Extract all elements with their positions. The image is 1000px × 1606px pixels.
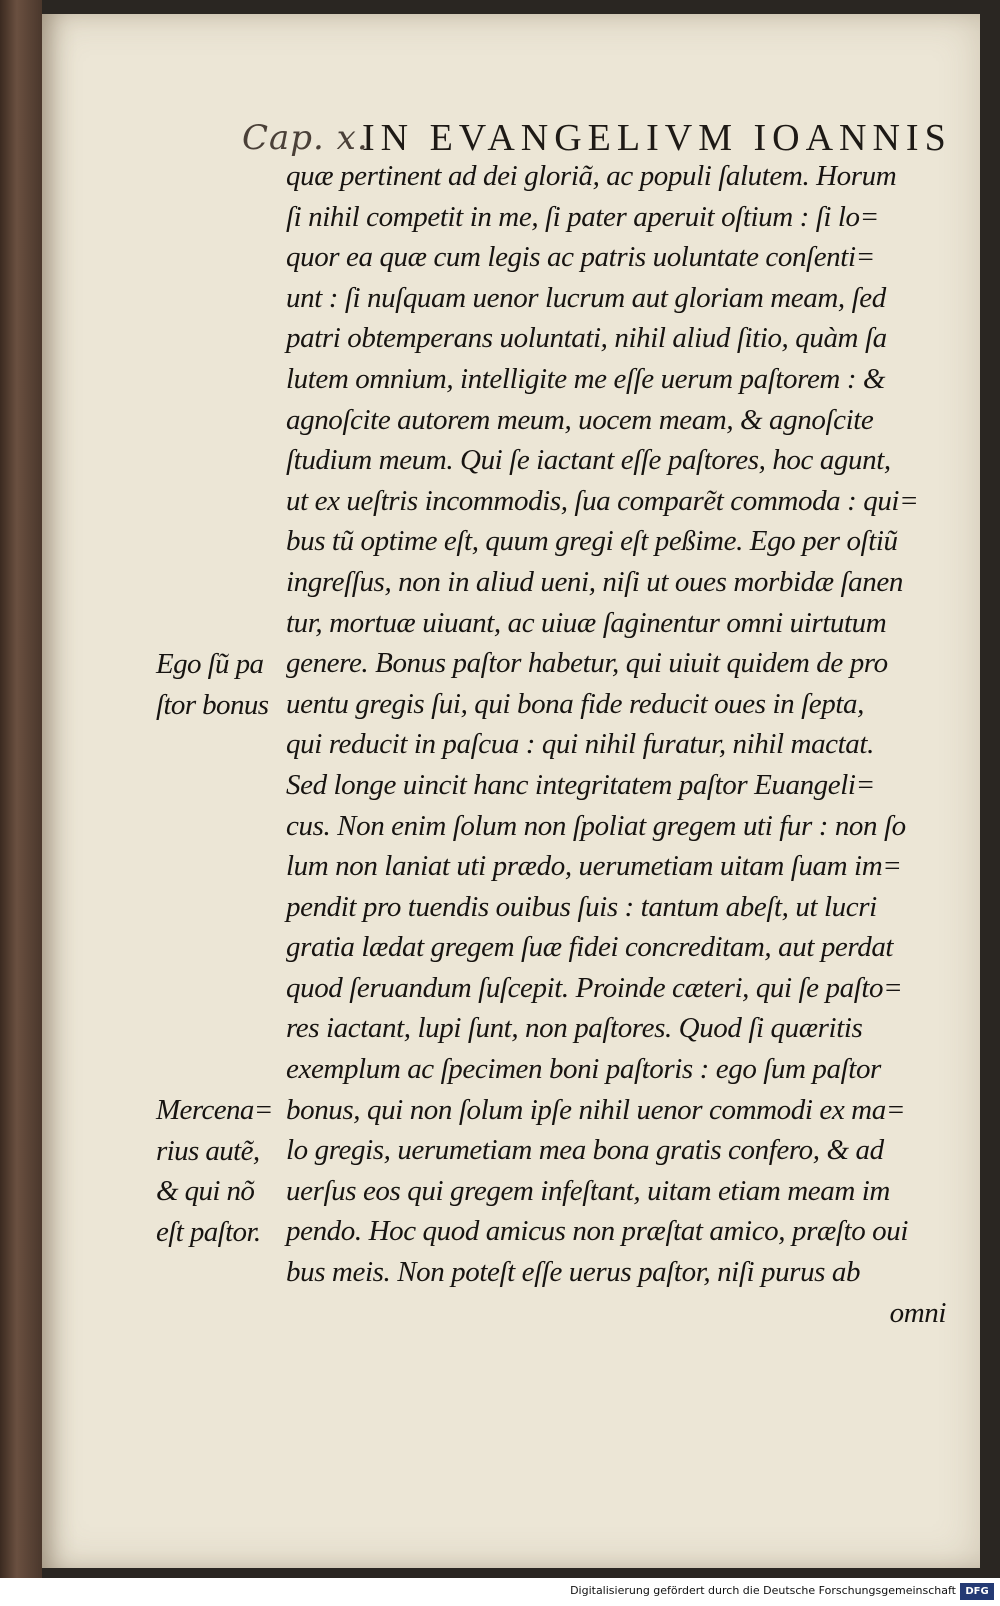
text-line: quod ſeruandum ſuſcepit. Proinde cæteri, qui ſe paſto= <box>286 971 903 1004</box>
text-line: ingreſſus, non in aliud ueni, niſi ut oues morbidæ ſanen <box>286 565 903 598</box>
running-title: IN EVANGELIVM IOANNIS <box>362 117 952 159</box>
text-line: quæ pertinent ad dei gloriã, ac populi ſalutem. Horum <box>286 160 897 192</box>
text-line: uerſus eos qui gregem infeſtant, uitam etiam meam im <box>286 1174 890 1207</box>
margin-note-line: eſt paſtor. <box>156 1215 261 1248</box>
text-line: patri obtemperans uoluntati, nihil aliud ſitio, quàm ſa <box>286 322 887 355</box>
margin-note-line: ſtor bonus <box>156 688 269 721</box>
text-line: quor ea quæ cum legis ac patris uoluntate conſenti= <box>286 241 875 274</box>
text-line: lutem omnium, intelligite me eſſe uerum paſtorem : & <box>286 362 886 395</box>
text-line: qui reducit in paſcua : qui nihil furatur, nihil mactat. <box>286 728 874 761</box>
catchword: omni <box>889 1296 946 1329</box>
text-line: pendo. Hoc quod amicus non præſtat amico, præſto oui <box>286 1215 909 1248</box>
text-line: gratia lædat gregem ſuæ fidei concreditam, aut perdat <box>286 931 894 964</box>
text-line: bonus, qui non ſolum ipſe nihil uenor commodi ex ma= <box>286 1093 905 1126</box>
margin-note-hireling <box>156 1090 284 1252</box>
text-line: exemplum ac ſpecimen boni paſtoris : ego ſum paſtor <box>286 1053 881 1086</box>
main-text-block <box>286 156 946 1333</box>
text-line: cus. Non enim ſolum non ſpoliat gregem uti fur : non ſo <box>286 809 906 842</box>
text-line: tur, mortuæ uiuant, ac uiuæ ſaginentur omni uirtutum <box>286 606 887 639</box>
text-line: agnoſcite autorem meum, uocem meam, & agnoſcite <box>286 403 874 436</box>
chapter-annotation: Cap. x. <box>242 118 369 158</box>
book-spine <box>0 0 42 1578</box>
margin-note-line: Ego ſũ pa <box>156 648 264 680</box>
text-line: ut ex ueſtris incommodis, ſua comparẽt commoda : qui= <box>286 484 919 517</box>
dfg-logo: DFG <box>960 1583 994 1600</box>
text-line: lum non laniat uti prædo, uerumetiam uitam ſuam im= <box>286 850 902 883</box>
margin-note-good-shepherd <box>156 644 284 725</box>
text-line: genere. Bonus paſtor habetur, qui uiuit quidem de pro <box>286 647 888 680</box>
margin-note-line: Mercena= <box>156 1094 273 1126</box>
text-line: uentu gregis ſui, qui bona fide reducit oues in ſepta, <box>286 687 864 720</box>
text-line: bus meis. Non poteſt eſſe uerus paſtor, niſi purus ab <box>286 1256 861 1289</box>
text-line: res iactant, lupi ſunt, non paſtores. Quod ſi quæritis <box>286 1012 863 1045</box>
text-line: bus tũ optime eſt, quum gregi eſt peßime. Ego per oſtiũ <box>286 525 898 558</box>
text-line: ſi nihil competit in me, ſi pater aperuit oſtium : ſi lo= <box>286 200 879 233</box>
funding-credit: Digitalisierung gefördert durch die Deutsche Forschungsgemeinschaft <box>570 1584 956 1597</box>
text-line: unt : ſi nuſquam uenor lucrum aut gloriam meam, ſed <box>286 281 886 314</box>
margin-note-line: rius autẽ, <box>156 1134 260 1167</box>
digitization-footer <box>0 1578 1000 1606</box>
text-line: Sed longe uincit hanc integritatem paſtor Euangeli= <box>286 768 875 801</box>
text-line: lo gregis, uerumetiam mea bona gratis confero, & ad <box>286 1134 884 1167</box>
text-line: pendit pro tuendis ouibus ſuis : tantum abeſt, ut lucri <box>286 890 877 923</box>
text-line: ſtudium meum. Qui ſe iactant eſſe paſtores, hoc agunt, <box>286 444 891 477</box>
margin-note-line: & qui nõ <box>156 1175 255 1208</box>
